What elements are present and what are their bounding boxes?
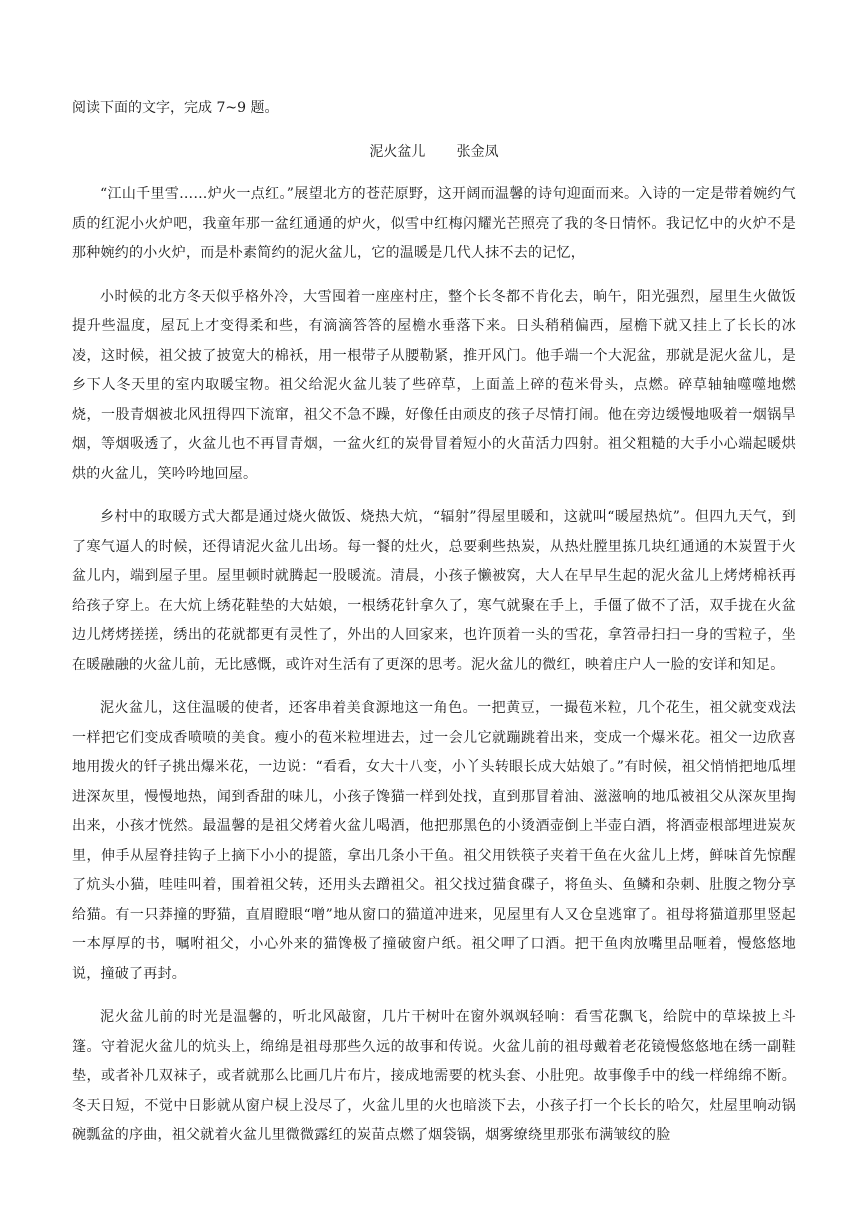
- paragraph-5: 泥火盆儿前的时光是温馨的，听北风敲窗，几片干树叶在窗外飒飒轻响：看雪花飘飞，给院中的草垛披上斗篷。守着泥火盆儿的炕头上，绵绵是祖母那些久远的故事和传说。火盆儿前的祖母戴着老花镜慢悠悠地在绣一副鞋垫，或者补几双袜子，或者就那么比画几片布片，接成地需要的枕头套、小肚兜。故事像手中的线一样绵绵不断。冬天日短，不觉中日影就从窗户棂上没尽了，火盆儿里的火也暗淡下去，小孩子打一个长长的哈欠，灶屋里响动锅碗瓢盆的序曲，祖父就着火盆儿里微微露红的炭苗点燃了烟袋锅，烟雾缭绕里那张布满皱纹的脸: [72, 1009, 796, 1143]
- paragraph-1: “江山千里雪……炉火一点红。”展望北方的苍茫原野，这开阔而温馨的诗句迎面而来。入诗的一定是带着婉约气质的红泥小火炉吧，我童年那一盆红通通的炉火，似雪中红梅闪耀光芒照亮了我的冬日情怀。我记忆中的火炉不是那种婉约的小火炉，而是朴素简约的泥火盆儿，它的温暖是几代人抹不去的记忆，: [72, 186, 796, 261]
- article-author: 张金凤: [456, 144, 499, 160]
- question-instruction: 阅读下面的文字，完成 7~9 题。: [72, 100, 279, 116]
- document-page: [72, 96, 796, 1165]
- paragraph-4: 泥火盆儿，这住温暖的使者，还客串着美食源地这一角色。一把黄豆，一撮苞米粒，几个花生，祖父就变戏法一样把它们变成香喷喷的美食。瘦小的苞米粒埋进去，过一会儿它就蹦跳着出来，变成一个爆米花。祖父一边欣喜地用拨火的钎子挑出爆米花，一边说：“看看，女大十八变，小丫头转眼长成大姑娘了。”有时候，祖父悄悄把地瓜埋进深灰里，慢慢地热，闻到香甜的味儿，小孩子馋猫一样到处找，直到那冒着油、滋滋响的地瓜被祖父从深灰里掏出来，小孩才恍然。最温馨的是祖父烤着火盆儿喝酒，他把那黑色的小烫酒壶倒上半壶白酒，将酒壶根部埋进炭灰里，伸手从屋脊挂钩子上摘下小小的提篮，拿出几条小干鱼。祖父用铁筷子夹着干鱼在火盆儿上烤，鲜味首先惊醒了炕头小猫，哇哇叫着，围着祖父转，还用头去蹭祖父。祖父找过猫食碟子，将鱼头、鱼鳞和杂刺、肚腹之物分享给猫。有一只莽撞的野猫，直眉瞪眼“噌”地从窗口的猫道冲进来，见屋里有人又仓皇逃窜了。祖母将猫道那里竖起一本厚厚的书，嘱咐祖父，小心外来的猫馋极了撞破窗户纸。祖父呷了口酒。把干鱼肉放嘴里品咂着，慢悠悠地说，撞破了再封。: [72, 700, 796, 982]
- article-heading: [72, 140, 796, 164]
- article-title: 泥火盆儿: [369, 144, 426, 160]
- paragraph-2: 小时候的北方冬天似乎格外冷，大雪囤着一座座村庄，整个长冬都不肯化去，晌午，阳光强烈，屋里生火做饭提升些温度，屋瓦上才变得柔和些，有滴滴答答的屋檐水垂落下来。日头稍稍偏西，屋檐下就又挂上了长长的冰凌，这时候，祖父披了披宽大的棉袄，用一根带子从腰勒紧，推开风门。他手端一个大泥盆，那就是泥火盆儿，是乡下人冬天里的室内取暖宝物。祖父给泥火盆儿装了些碎草，上面盖上碎的苞米骨头，点燃。碎草轴轴噬噬地燃烧，一股青烟被北风扭得四下流窜，祖父不急不躁，好像任由顽皮的孩子尽情打闹。他在旁边缓慢地吸着一烟锅旱烟，等烟吸透了，火盆儿也不再冒青烟，一盆火红的炭骨冒着短小的火苗活力四射。祖父粗糙的大手小心端起暖烘烘的火盆儿，笑吟吟地回屋。: [72, 288, 796, 482]
- paragraph-3: 乡村中的取暖方式大都是通过烧火做饭、烧热大炕，“辐射”得屋里暖和，这就叫“暖屋热炕”。但四九天气，到了寒气逼人的时候，还得请泥火盆儿出场。每一餐的灶火，总要剩些热炭，从热灶膛里拣几块红通通的木炭置于火盆儿内，端到屋子里。屋里顿时就腾起一股暖流。清晨，小孩子懒被窝，大人在早早生起的泥火盆儿上烤烤棉袄再给孩子穿上。在大炕上绣花鞋垫的大姑娘，一根绣花针拿久了，寒气就聚在手上，手僵了做不了活，双手拢在火盆边儿烤烤搓搓，绣出的花就都更有灵性了，外出的人回家来，也许顶着一头的雪花，拿笤帚扫扫一身的雪粒子，坐在暖融融的火盆儿前，无比感慨，或许对生活有了更深的思考。泥火盆儿的微红，映着庄户人一脸的安详和知足。: [72, 509, 796, 673]
